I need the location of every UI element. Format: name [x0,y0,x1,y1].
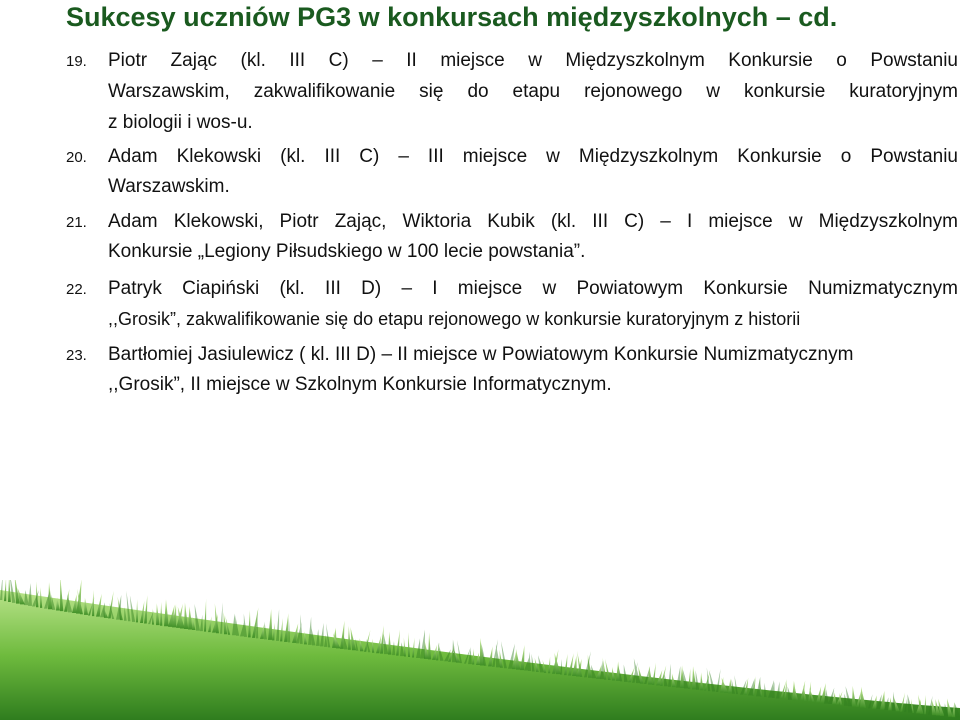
item-text-line: Adam Klekowski, Piotr Zając, Wiktoria Kubik (kl. III C) – I miejsce w Międzyszkolnym [108,211,958,232]
item-text-line: Piotr Zając (kl. III C) – II miejsce w Międzyszkolnym Konkursie o Powstaniu [108,50,958,71]
grass-blade [348,626,351,650]
grass-blade [204,599,206,632]
grass-blade [60,580,63,611]
grass-blade [624,664,628,681]
grass-decoration [0,580,960,720]
item-text-line: Warszawskim. [108,176,230,197]
grass-blade [288,618,290,642]
grass-blade [452,639,457,662]
grass-blade [184,602,188,629]
grass-blade [268,609,272,640]
item-text-line: ,,Grosik”, II miejsce w Szkolnym Konkursie Informatycznym. [108,374,612,395]
grass-blade [8,580,11,602]
grass-blade [520,645,524,670]
item-number: 23. [66,347,87,364]
item-text-line: z biologii i wos-u. [108,112,253,133]
grass-blade [852,686,856,707]
grass-blade [164,599,169,626]
grass-blade [220,602,223,633]
item-text-line: Patryk Ciapiński (kl. III D) – I miejsce w Powiatowym Konkursie Numizmatycznym [108,278,958,299]
grass-blade [4,580,6,601]
item-number: 22. [66,281,87,298]
item-text-line: Konkursie „Legiony Piłsudskiego w 100 lecie powstania”. [108,241,586,262]
item-text-line: Bartłomiej Jasiulewicz ( kl. III D) – II miejsce w Powiatowym Konkursie Numizmatycznym [108,344,854,365]
item-number: 21. [66,214,87,231]
item-number: 20. [66,149,87,166]
item-text-line: ,,Grosik”, zakwalifikowanie się do etapu rejonowego w konkursie kuratoryjnym z historii [108,309,801,329]
grass-blade [384,634,389,655]
grass-blade [300,614,303,644]
grass-blade [924,695,926,714]
grass-blade [276,609,279,641]
grass-blade [244,613,247,636]
grass-blade [676,666,680,688]
grass-blade [92,590,94,616]
grass-blade [248,610,251,637]
item-number: 19. [66,53,87,70]
item-text-line: Warszawskim, zakwalifikowanie się do etapu rejonowego w konkursie kuratoryjnym [108,81,958,102]
grass-blade [731,679,735,694]
grass-blade [408,632,410,657]
grass-blade [388,631,391,654]
grass-blade [648,666,652,685]
grass-blade [428,632,431,659]
grass-blade [728,679,732,694]
grass-blade [668,664,671,687]
grass-blade [416,638,420,658]
grass-blade [0,580,3,600]
slide-title: Sukcesy uczniów PG3 w konkursach międzyszkolnych – cd. [66,2,838,32]
grass-blade [548,656,550,673]
item-text-line: Adam Klekowski (kl. III C) – III miejsce w Międzyszkolnym Konkursie o Powstaniu [108,146,958,167]
grass-blade [696,670,700,690]
grass-blade [516,649,520,670]
grass-blade [700,672,703,690]
grass-blade [756,677,761,696]
